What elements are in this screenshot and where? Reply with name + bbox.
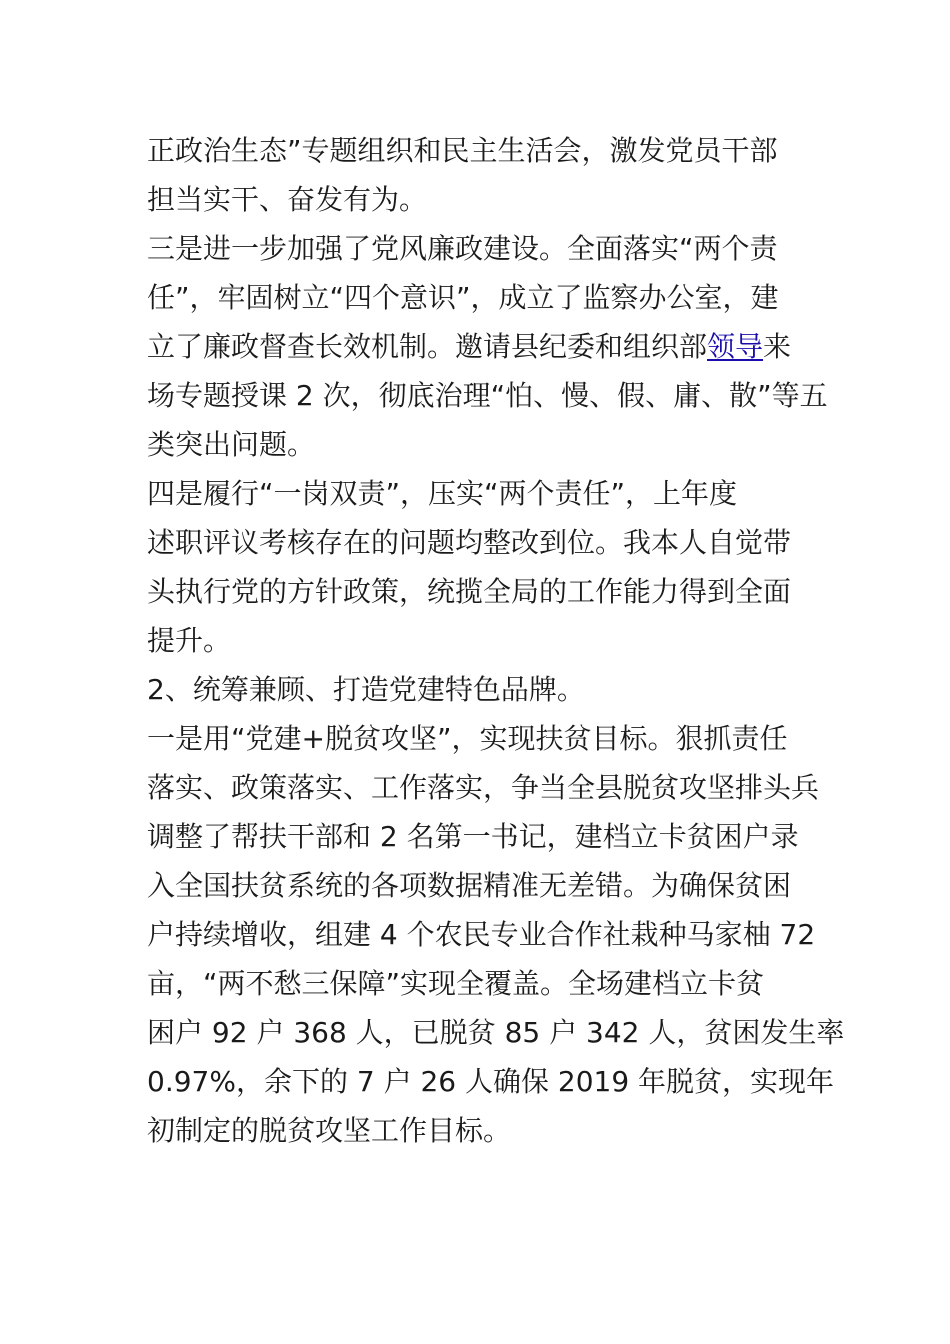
text-line-13: 一是用“党建+脱贫攻坚”，实现扶贫目标。狠抓责任 <box>147 722 788 755</box>
text-line-19: 困户 92 户 368 人，已脱贫 85 户 342 人，贫困发生率 <box>147 1016 845 1049</box>
text-line-18: 亩，“两不愁三保障”实现全覆盖。全场建档立卡贫 <box>147 967 765 1000</box>
text-line-5-after: 来 <box>763 330 792 363</box>
text-line-3: 三是进一步加强了党风廉政建设。全面落实“两个责 <box>147 232 778 265</box>
text-line-8: 四是履行“一岗双责”，压实“两个责任”，上年度 <box>147 477 738 510</box>
text-line-21: 初制定的脱贫攻坚工作目标。 <box>147 1114 512 1147</box>
text-line-10: 头执行党的方针政策，统揽全局的工作能力得到全面 <box>147 575 792 608</box>
text-line-7: 类突出问题。 <box>147 428 316 461</box>
text-line-5 <box>147 322 827 371</box>
leader-link[interactable]: 领导 <box>707 330 764 363</box>
text-line-4: 任”，牢固树立“四个意识”，成立了监察办公室，建 <box>147 281 779 314</box>
text-line-16: 入全国扶贫系统的各项数据精准无差错。为确保贫困 <box>147 869 792 902</box>
text-line-9: 述职评议考核存在的问题均整改到位。我本人自觉带 <box>147 526 792 559</box>
text-line-15: 调整了帮扶干部和 2 名第一书记，建档立卡贫困户录 <box>147 820 799 853</box>
text-line-14: 落实、政策落实、工作落实，争当全县脱贫攻坚排头兵 <box>147 771 820 804</box>
text-line-1: 正政治生态”专题组织和民主生活会，激发党员干部 <box>147 134 778 167</box>
text-line-2: 担当实干、奋发有为。 <box>147 183 428 216</box>
text-line-17: 户持续增收，组建 4 个农民专业合作社栽种马家柚 72 <box>147 918 816 951</box>
text-line-5-before: 立了廉政督查长效机制。邀请县纪委和组织部 <box>147 330 708 363</box>
section-heading: 2、统筹兼顾、打造党建特色品牌。 <box>147 673 585 706</box>
text-line-6: 场专题授课 2 次，彻底治理“怕、慢、假、庸、散”等五 <box>147 379 828 412</box>
body-text <box>147 126 845 1155</box>
text-line-20: 0.97%，余下的 7 户 26 人确保 2019 年脱贫，实现年 <box>147 1065 835 1098</box>
text-line-11: 提升。 <box>147 624 232 657</box>
